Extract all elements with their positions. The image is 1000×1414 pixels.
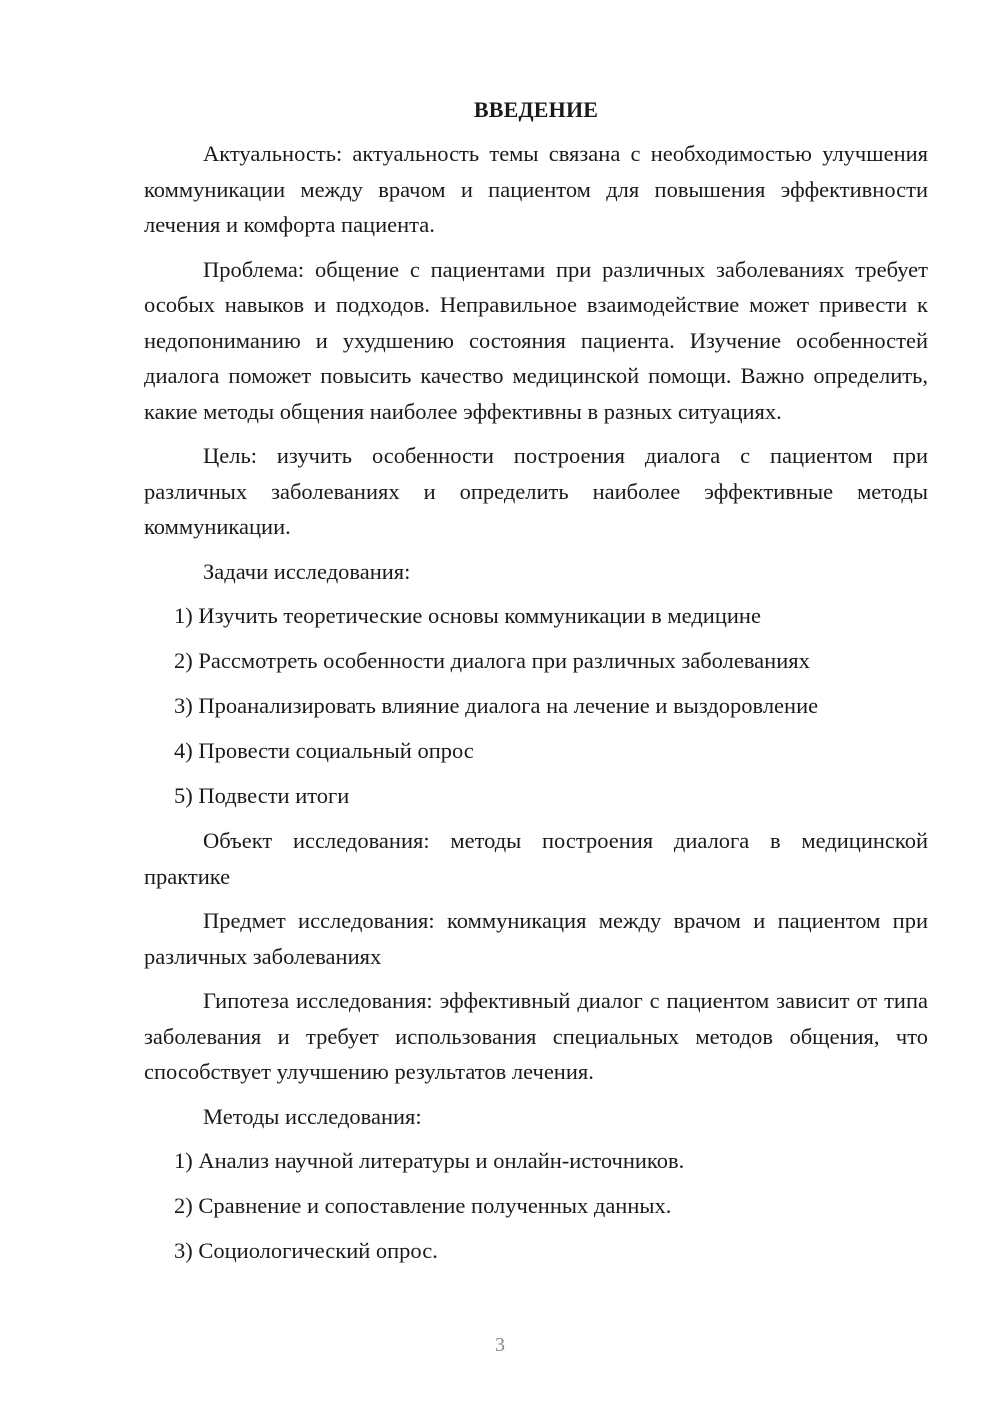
problem-paragraph: Проблема: общение с пациентами при различных заболеваниях требует особых навыков и подходов. Неправильное взаимодействие может привести к недопониманию и ухудшению состояния пациента. Изучение особенностей диалога поможет повысить качество медицинской помощи. Важно определить, какие методы общения наиболее эффективны в разных ситуациях. — [144, 256, 928, 424]
methods-heading: Методы исследования: — [203, 1103, 422, 1129]
list-item: 1) Анализ научной литературы и онлайн-источников. — [174, 1148, 685, 1173]
list-item: 4) Провести социальный опрос — [174, 738, 474, 763]
document-title: ВВЕДЕНИЕ — [473, 97, 599, 122]
document-page — [144, 94, 928, 1278]
tasks-heading: Задачи исследования: — [203, 558, 411, 584]
list-item: 2) Рассмотреть особенности диалога при различных заболеваниях — [174, 648, 810, 673]
object-paragraph: Объект исследования: методы построения диалога в медицинской практике — [144, 828, 928, 889]
goal-paragraph: Цель: изучить особенности построения диалога с пациентом при различных заболеваниях и определить наиболее эффективные методы коммуникации. — [144, 443, 928, 539]
methods-list — [144, 1143, 928, 1269]
page-number: 3 — [495, 1334, 505, 1356]
list-item: 5) Подвести итоги — [174, 783, 350, 808]
list-item: 2) Сравнение и сопоставление полученных данных. — [174, 1193, 672, 1218]
relevance-paragraph: Актуальность: актуальность темы связана с необходимостью улучшения коммуникации между врачом и пациентом для повышения эффективности лечения и комфорта пациента. — [144, 141, 928, 237]
list-item: 1) Изучить теоретические основы коммуникации в медицине — [174, 603, 761, 628]
hypothesis-paragraph: Гипотеза исследования: эффективный диалог с пациентом зависит от типа заболевания и требует использования специальных методов общения, что способствует улучшению результатов лечения. — [144, 988, 928, 1084]
tasks-list — [144, 598, 928, 814]
subject-paragraph: Предмет исследования: коммуникация между врачом и пациентом при различных заболеваниях — [144, 908, 928, 969]
list-item: 3) Социологический опрос. — [174, 1238, 438, 1263]
list-item: 3) Проанализировать влияние диалога на лечение и выздоровление — [174, 693, 819, 718]
